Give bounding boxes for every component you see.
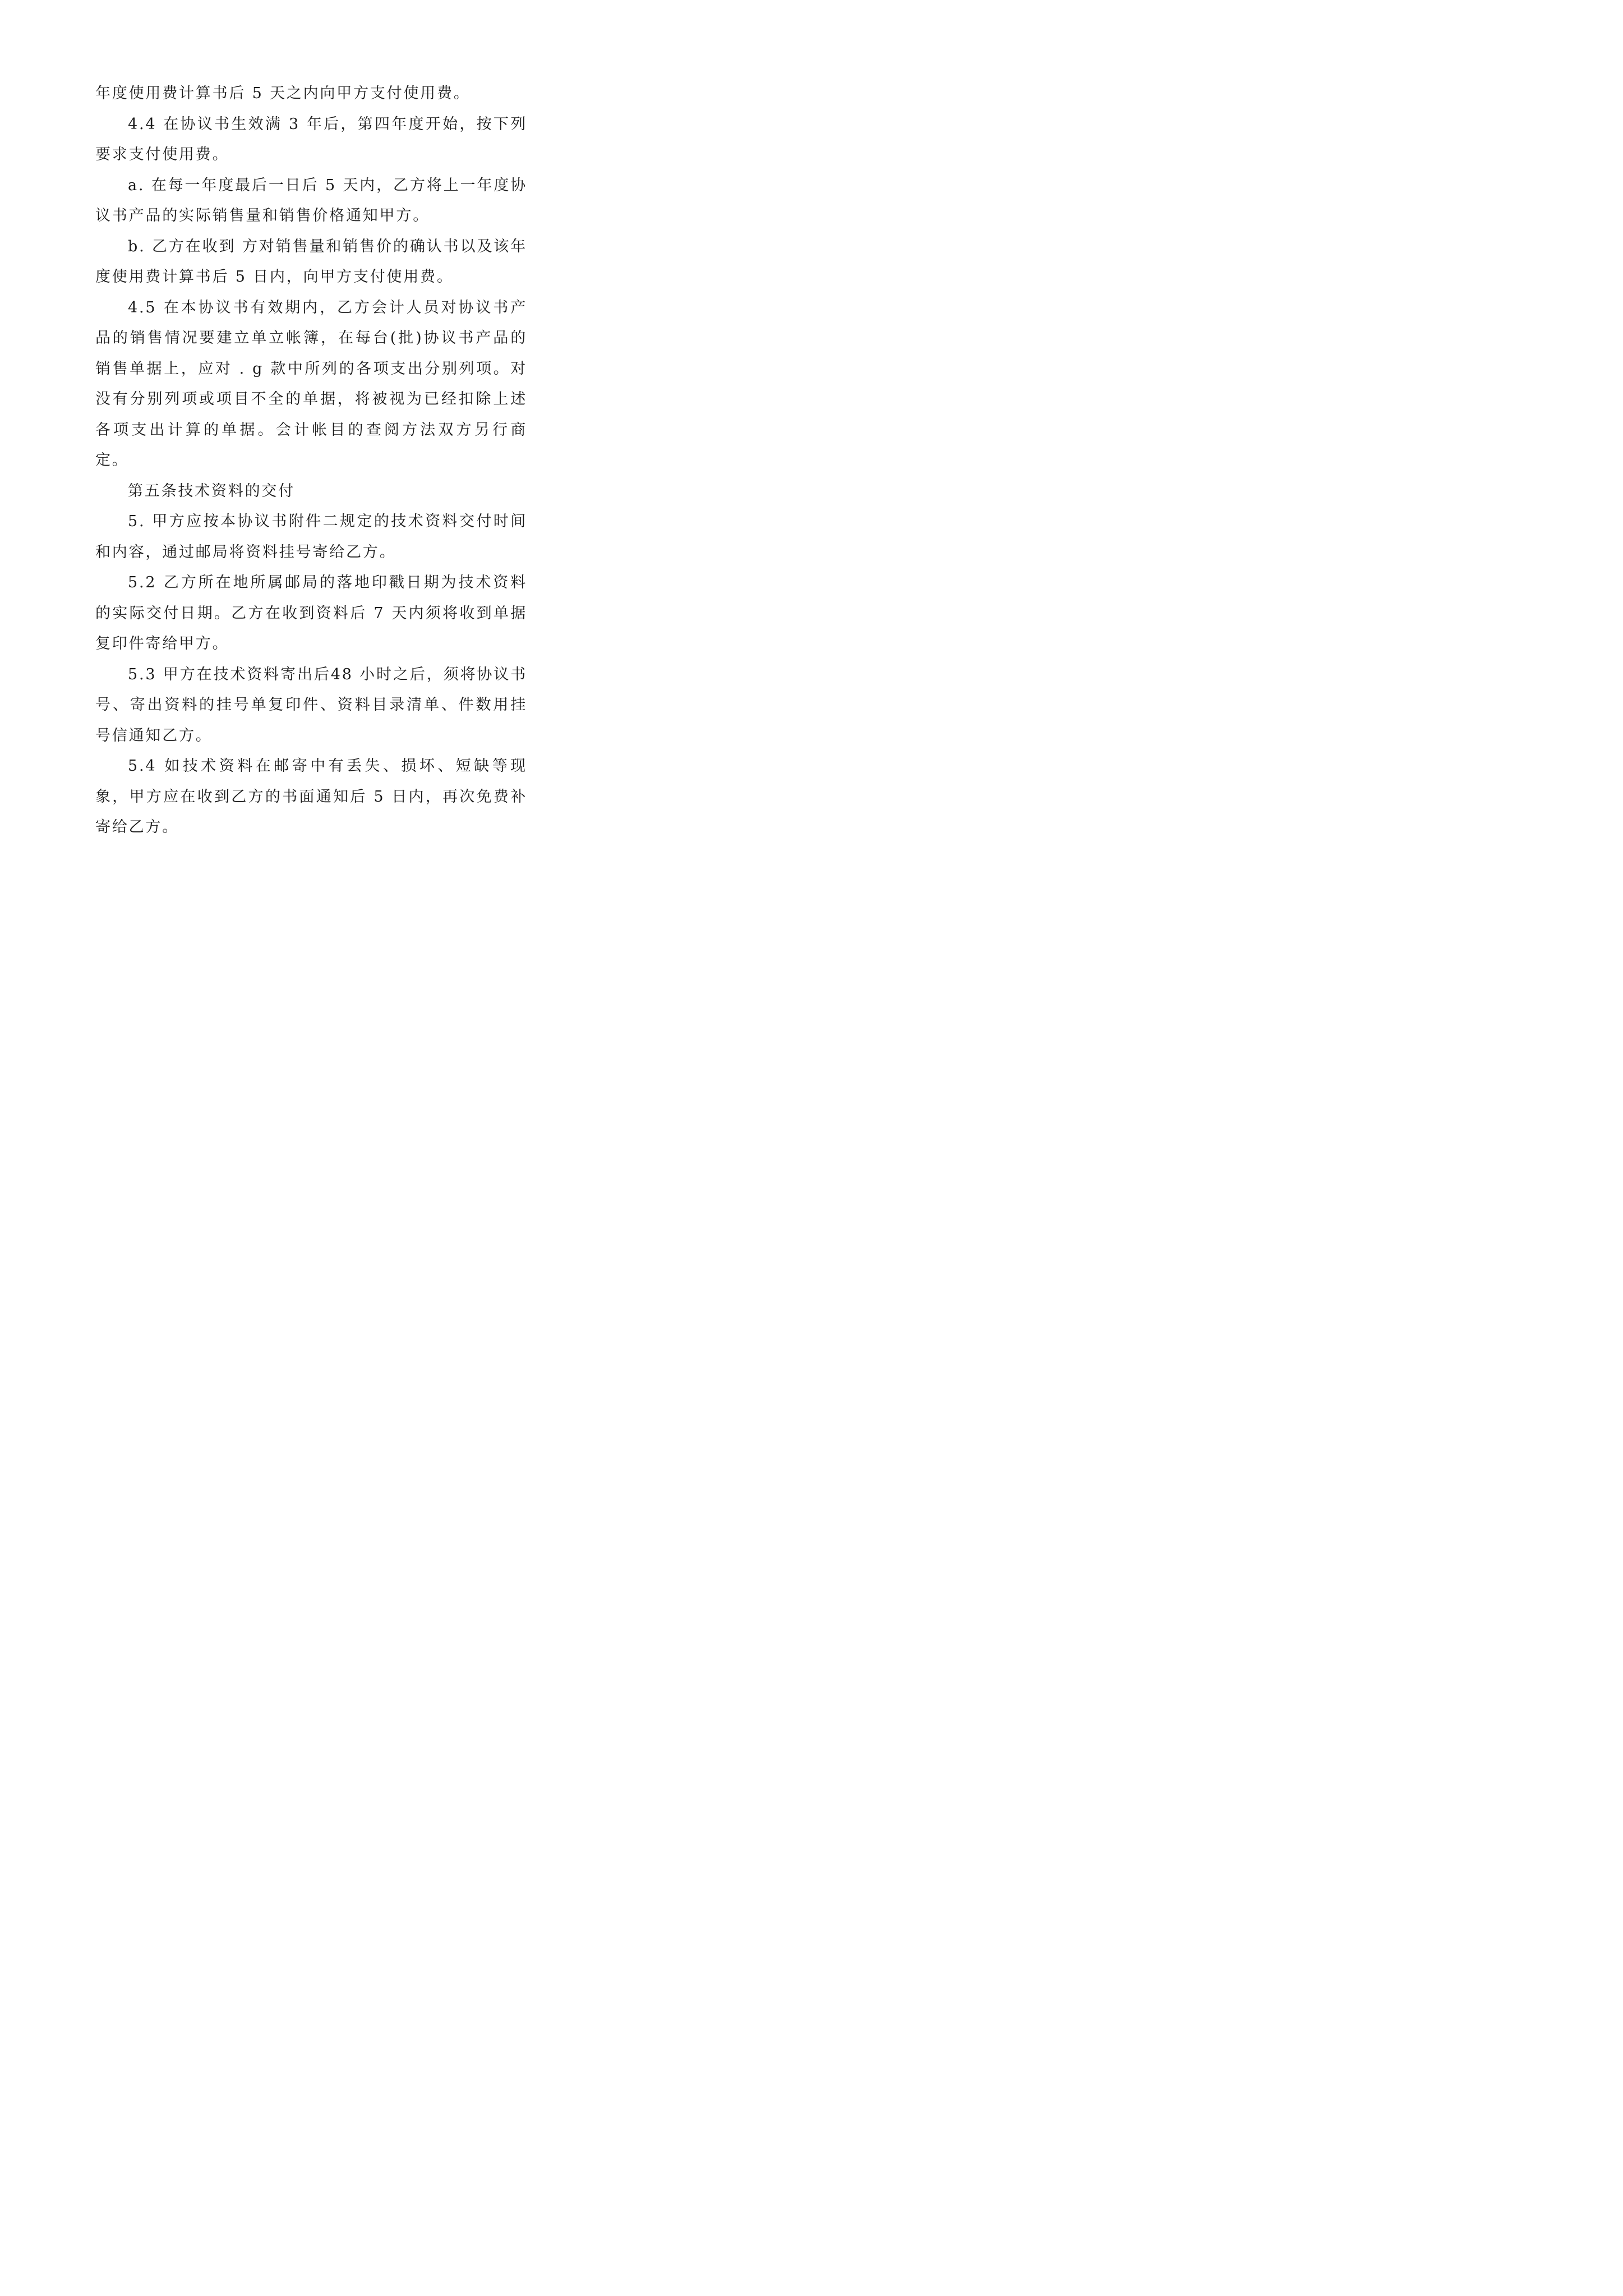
document-page (0, 0, 615, 870)
paragraph-clause-5-4: 5.4 如技术资料在邮寄中有丢失、损坏、短缺等现象，甲方应在收到乙方的书面通知后 5 日内，再次免费补寄给乙方。 (95, 757, 527, 836)
paragraph-clause-4-4-a: a. 在每一年度最后一日后 5 天内，乙方将上一年度协议书产品的实际销售量和销售价格通知甲方。 (95, 176, 527, 224)
paragraph-clause-4-4-b: b. 乙方在收到 方对销售量和销售价的确认书以及该年度使用费计算书后 5 日内，向甲方支付使用费。 (95, 237, 527, 286)
paragraph-clause-5-3: 5.3 甲方在技术资料寄出后48 小时之后，须将协议书号、寄出资料的挂号单复印件、资料目录清单、件数用挂号信通知乙方。 (95, 665, 527, 744)
document-body (95, 79, 527, 843)
paragraph-clause-4-4: 4.4 在协议书生效满 3 年后，第四年度开始，按下列要求支付使用费。 (95, 115, 527, 163)
paragraph-clause-5-2: 5.2 乙方所在地所属邮局的落地印戳日期为技术资料的实际交付日期。乙方在收到资料后 7 天内须将收到单据复印件寄给甲方。 (95, 574, 527, 652)
section-heading-article-5: 第五条技术资料的交付 (128, 482, 295, 500)
paragraph-continuation: 年度使用费计算书后 5 天之内向甲方支付使用费。 (95, 85, 471, 102)
paragraph-clause-4-5: 4.5 在本协议书有效期内，乙方会计人员对协议书产品的销售情况要建立单立帐簿，在每台(批)协议书产品的销售单据上，应对 . g 款中所列的各项支出分别列项。对没有分别列项或项目不全的单据，将被视为已经扣除上述各项支出计算的单据。会计帐目的查阅方法双方另行商定。 (95, 298, 527, 469)
paragraph-clause-5-1: 5. 甲方应按本协议书附件二规定的技术资料交付时间和内容，通过邮局将资料挂号寄给乙方。 (95, 513, 527, 561)
